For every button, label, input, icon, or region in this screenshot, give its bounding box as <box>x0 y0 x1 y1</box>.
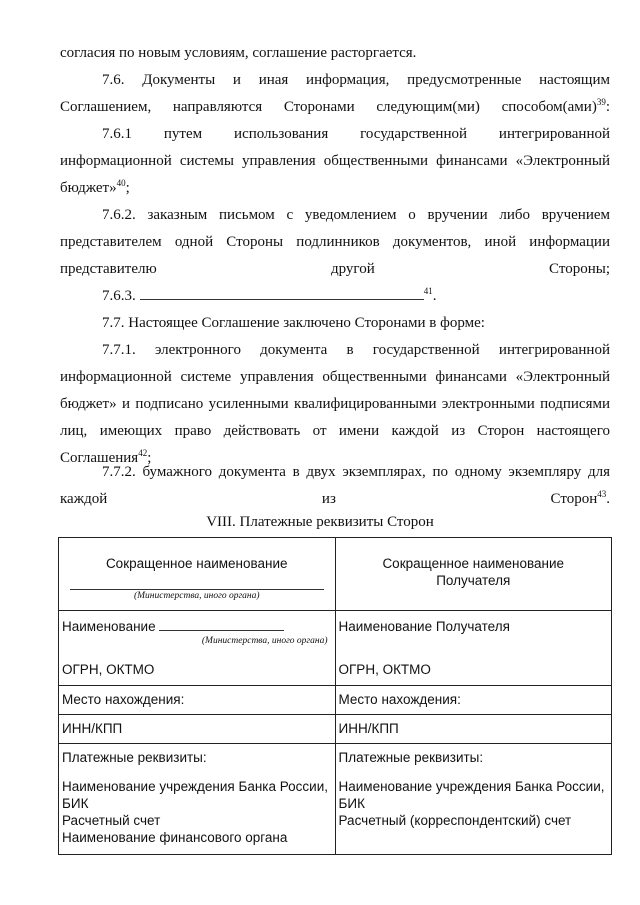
table-row <box>59 538 612 611</box>
blank-line <box>140 285 424 300</box>
left-bank: Наименование учреждения Банка России, БИК <box>62 779 328 811</box>
left-header-label: Сокращенное наименование <box>105 556 288 571</box>
left-name-label: Наименование <box>62 619 156 634</box>
paragraph-7-6-2: 7.6.2. заказным письмом с уведомлением о вручении либо вручением представителем одной Стороны подлинников документов, иной информации представителю другой Стороны; <box>60 207 610 277</box>
right-payment-label: Платежные реквизиты: <box>338 750 484 765</box>
right-payment-cell <box>335 744 612 855</box>
left-inn-cell: ИНН/КПП <box>59 715 336 744</box>
paragraph-7-7-1: 7.7.1. электронного документа в государственной интегрированной информационной системе управления общественными финансами «Электронный бюджет» и подписано усиленными квалифицированными электронными подписями лиц, имеющих право действовать от имени каждой из Сторон настоящего Соглашения$^{42}$; <box>60 342 610 466</box>
paragraph-7-7-2: 7.7.2. бумажного документа в двух экземплярах, по одному экземпляру для каждой из Сторон$^{43}$. <box>60 464 610 507</box>
left-header-note: (Министерства, иного органа) <box>133 591 260 601</box>
right-ogrn: ОГРН, ОКТМО <box>338 662 431 677</box>
paragraph-7-6-3: 7.6.3. $^{41}$. <box>102 286 437 304</box>
table-row <box>59 744 612 855</box>
left-payment-cell <box>59 744 336 855</box>
right-inn-cell: ИНН/КПП <box>335 715 612 744</box>
paragraph-7-6: 7.6. Документы и иная информация, предусмотренные настоящим Соглашением, направляются Сторонами следующим(ми) способом(ами)$^{39}$: <box>60 72 610 115</box>
table-row <box>59 715 612 744</box>
left-fin-org: Наименование финансового органа <box>62 830 288 845</box>
footnote-ref-42: 42 <box>138 448 148 458</box>
right-bank: Наименование учреждения Банка России, БИК <box>338 779 605 811</box>
left-payment-label: Платежные реквизиты: <box>62 750 207 765</box>
footnote-ref-41: 41 <box>423 286 433 296</box>
footnote-ref-43: 43 <box>597 489 607 499</box>
left-account: Расчетный счет <box>62 813 161 828</box>
footnote-ref-40: 40 <box>116 178 126 188</box>
table-row <box>59 611 612 686</box>
payment-details-table <box>58 537 612 855</box>
left-name-note: (Министерства, иного органа) <box>201 636 328 646</box>
right-header-cell <box>335 538 612 611</box>
right-name-label: Наименование Получателя <box>338 619 510 634</box>
section-title: VIII. Платежные реквизиты Сторон <box>206 514 434 530</box>
left-location-cell: Место нахождения: <box>59 686 336 715</box>
right-header-label: Сокращенное наименование Получателя <box>382 556 565 588</box>
right-name-cell <box>335 611 612 686</box>
left-header-cell <box>59 538 336 611</box>
underline <box>70 572 324 590</box>
right-account: Расчетный (корреспондентский) счет <box>338 813 572 828</box>
footnote-ref-39: 39 <box>596 97 606 107</box>
right-location-cell: Место нахождения: <box>335 686 612 715</box>
underline <box>159 618 284 631</box>
left-name-cell <box>59 611 336 686</box>
table-row <box>59 686 612 715</box>
paragraph-7-6-1: 7.6.1 путем использования государственной интегрированной информационной системы управления общественными финансами «Электронный бюджет»$^{40}$; <box>60 126 610 196</box>
left-ogrn: ОГРН, ОКТМО <box>62 662 155 677</box>
paragraph-7-7: 7.7. Настоящее Соглашение заключено Сторонами в форме: <box>102 315 485 331</box>
paragraph-continuation: согласия по новым условиям, соглашение расторгается. <box>60 45 417 61</box>
